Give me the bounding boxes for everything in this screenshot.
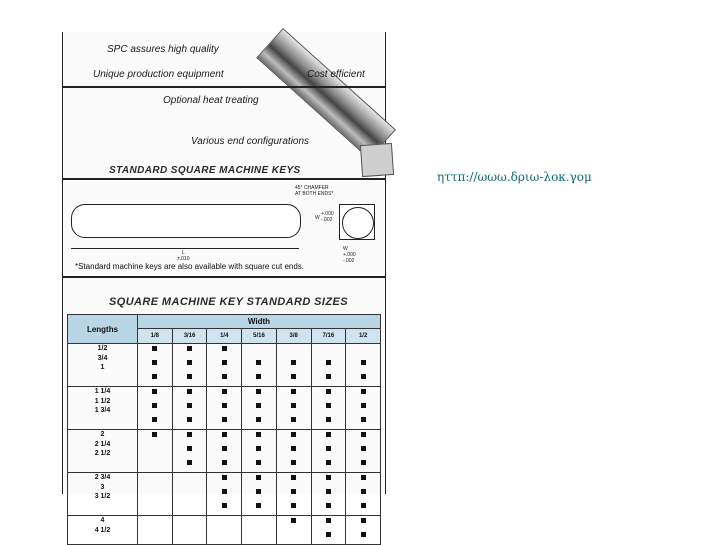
length-cell — [68, 473, 138, 516]
available-mark — [256, 503, 261, 508]
available-mark — [222, 489, 227, 494]
w-label: W — [315, 215, 320, 221]
empty-slot — [152, 489, 157, 494]
available-mark — [361, 403, 366, 408]
availability-cell — [138, 344, 173, 387]
available-mark — [187, 460, 192, 465]
available-mark — [152, 432, 157, 437]
length-label: L ±.010 — [177, 250, 190, 262]
empty-slot — [361, 346, 366, 351]
availability-cell — [276, 430, 311, 473]
availability-cell — [207, 430, 242, 473]
available-mark — [361, 389, 366, 394]
available-mark — [256, 489, 261, 494]
empty-slot — [187, 503, 192, 508]
availability-cell — [172, 344, 207, 387]
width-column-header: 1/4 — [207, 329, 242, 344]
available-mark — [222, 475, 227, 480]
available-mark — [326, 460, 331, 465]
table-row — [68, 516, 381, 545]
machine-key-end-image — [360, 143, 394, 177]
length-value: 2 — [100, 431, 105, 438]
available-mark — [152, 403, 157, 408]
available-mark — [222, 389, 227, 394]
availability-cell — [172, 387, 207, 430]
available-mark — [222, 346, 227, 351]
available-mark — [291, 446, 296, 451]
available-mark — [222, 503, 227, 508]
available-mark — [326, 432, 331, 437]
available-mark — [326, 417, 331, 422]
availability-cell — [172, 430, 207, 473]
empty-slot — [152, 475, 157, 480]
empty-slot — [222, 532, 227, 537]
empty-slot — [256, 518, 261, 523]
available-mark — [361, 417, 366, 422]
empty-slot — [187, 475, 192, 480]
available-mark — [222, 417, 227, 422]
length-value: 1 — [100, 364, 105, 371]
available-mark — [152, 346, 157, 351]
length-value: 4 — [100, 517, 105, 524]
availability-cell — [242, 387, 277, 430]
availability-cell — [242, 430, 277, 473]
available-mark — [361, 446, 366, 451]
product-sheet — [62, 32, 386, 534]
section-title-standard-sizes: SQUARE MACHINE KEY STANDARD SIZES — [109, 296, 348, 308]
availability-cell — [207, 387, 242, 430]
available-mark — [291, 475, 296, 480]
empty-slot — [187, 532, 192, 537]
key-end-view — [339, 204, 375, 240]
available-mark — [256, 360, 261, 365]
availability-cell — [346, 344, 381, 387]
length-value: 1 1/2 — [94, 397, 111, 405]
available-mark — [222, 360, 227, 365]
sizes-section — [63, 278, 385, 534]
availability-cell — [311, 516, 346, 545]
empty-slot — [291, 346, 296, 351]
available-mark — [222, 446, 227, 451]
availability-cell — [346, 473, 381, 516]
availability-cell — [172, 473, 207, 516]
available-mark — [256, 432, 261, 437]
length-value: 1 1/4 — [94, 388, 111, 395]
chamfer-note: 45° CHAMFER AT BOTH ENDS* — [295, 185, 334, 197]
width-column-header: 1/8 — [138, 329, 173, 344]
available-mark — [291, 374, 296, 379]
length-value: 3 — [100, 483, 105, 491]
available-mark — [361, 503, 366, 508]
available-mark — [361, 432, 366, 437]
length-value: 3/4 — [97, 354, 108, 362]
empty-slot — [326, 346, 331, 351]
availability-cell — [138, 387, 173, 430]
available-mark — [222, 374, 227, 379]
width-column-header: 7/16 — [311, 329, 346, 344]
length-value: 3 1/2 — [94, 493, 111, 500]
empty-slot — [152, 503, 157, 508]
empty-slot — [256, 346, 261, 351]
availability-cell — [207, 516, 242, 545]
tagline-heat: Optional heat treating — [163, 95, 259, 106]
available-mark — [361, 518, 366, 523]
width-header: Width — [138, 315, 381, 329]
length-value: 2 3/4 — [94, 474, 111, 481]
availability-cell — [346, 387, 381, 430]
section-title-standard-keys: STANDARD SQUARE MACHINE KEYS — [109, 165, 301, 176]
available-mark — [291, 403, 296, 408]
available-mark — [361, 374, 366, 379]
available-mark — [152, 374, 157, 379]
empty-slot — [152, 518, 157, 523]
available-mark — [326, 446, 331, 451]
availability-cell — [242, 516, 277, 545]
lengths-header: Lengths — [68, 315, 138, 344]
length-cell — [68, 516, 138, 545]
length-cell — [68, 430, 138, 473]
dimension-diagram — [63, 182, 385, 274]
available-mark — [187, 346, 192, 351]
available-mark — [256, 389, 261, 394]
website-url[interactable]: ηττπ://ωωω.δριω-λοκ.γομ — [437, 170, 592, 184]
length-cell — [68, 387, 138, 430]
availability-cell — [276, 473, 311, 516]
available-mark — [187, 374, 192, 379]
available-mark — [187, 360, 192, 365]
length-dimension-line — [71, 248, 299, 249]
available-mark — [291, 518, 296, 523]
available-mark — [291, 503, 296, 508]
length-value: 2 1/4 — [94, 440, 111, 448]
availability-cell — [311, 430, 346, 473]
empty-slot — [187, 489, 192, 494]
length-cell — [68, 344, 138, 387]
available-mark — [256, 446, 261, 451]
available-mark — [152, 360, 157, 365]
key-side-view — [71, 204, 301, 238]
available-mark — [187, 417, 192, 422]
w-tolerance: +.000 -.002 — [321, 211, 334, 223]
tagline-ends: Various end configurations — [191, 136, 310, 147]
availability-cell — [276, 344, 311, 387]
length-value: 4 1/2 — [94, 526, 111, 534]
available-mark — [222, 460, 227, 465]
length-value: 2 1/2 — [94, 450, 111, 457]
availability-cell — [346, 516, 381, 545]
available-mark — [361, 360, 366, 365]
available-mark — [187, 389, 192, 394]
length-value: 1 3/4 — [94, 407, 111, 414]
table-row — [68, 430, 381, 473]
table-row — [68, 387, 381, 430]
available-mark — [326, 403, 331, 408]
availability-cell — [276, 516, 311, 545]
available-mark — [326, 374, 331, 379]
available-mark — [326, 389, 331, 394]
available-mark — [222, 432, 227, 437]
availability-cell — [311, 473, 346, 516]
available-mark — [291, 417, 296, 422]
available-mark — [222, 403, 227, 408]
available-mark — [361, 489, 366, 494]
empty-slot — [291, 532, 296, 537]
available-mark — [152, 389, 157, 394]
available-mark — [187, 446, 192, 451]
tagline-equipment: Unique production equipment — [93, 69, 224, 80]
availability-cell — [138, 473, 173, 516]
availability-cell — [207, 344, 242, 387]
tagline-quality: SPC assures high quality — [107, 44, 219, 55]
width-column-header: 1/2 — [346, 329, 381, 344]
available-mark — [326, 360, 331, 365]
available-mark — [152, 417, 157, 422]
width-column-header: 3/8 — [276, 329, 311, 344]
availability-cell — [242, 473, 277, 516]
table-row — [68, 344, 381, 387]
availability-cell — [207, 473, 242, 516]
divider — [63, 178, 385, 180]
size-table — [67, 314, 381, 545]
available-mark — [256, 374, 261, 379]
available-mark — [291, 432, 296, 437]
availability-cell — [276, 387, 311, 430]
width-column-header: 3/16 — [172, 329, 207, 344]
empty-slot — [152, 446, 157, 451]
available-mark — [256, 475, 261, 480]
available-mark — [291, 460, 296, 465]
available-mark — [187, 403, 192, 408]
empty-slot — [152, 460, 157, 465]
available-mark — [361, 532, 366, 537]
availability-cell — [311, 387, 346, 430]
footnote: *Standard machine keys are also available with square cut ends. — [75, 262, 305, 271]
available-mark — [326, 489, 331, 494]
available-mark — [291, 389, 296, 394]
empty-slot — [256, 532, 261, 537]
availability-cell — [138, 516, 173, 545]
table-row — [68, 473, 381, 516]
empty-slot — [152, 532, 157, 537]
hero-section — [63, 32, 385, 180]
available-mark — [326, 532, 331, 537]
available-mark — [256, 417, 261, 422]
divider — [63, 86, 385, 88]
availability-cell — [138, 430, 173, 473]
available-mark — [326, 503, 331, 508]
available-mark — [326, 475, 331, 480]
length-value: 1/2 — [97, 345, 108, 352]
available-mark — [291, 360, 296, 365]
width-column-header: 5/16 — [242, 329, 277, 344]
tagline-cost: Cost efficient — [307, 69, 365, 80]
available-mark — [326, 518, 331, 523]
availability-cell — [172, 516, 207, 545]
empty-slot — [187, 518, 192, 523]
available-mark — [256, 460, 261, 465]
availability-cell — [242, 344, 277, 387]
availability-cell — [346, 430, 381, 473]
available-mark — [291, 489, 296, 494]
empty-slot — [222, 518, 227, 523]
availability-cell — [311, 344, 346, 387]
available-mark — [361, 475, 366, 480]
available-mark — [187, 432, 192, 437]
end-w-tolerance: W +.000 -.002 — [343, 246, 356, 264]
available-mark — [256, 403, 261, 408]
available-mark — [361, 460, 366, 465]
